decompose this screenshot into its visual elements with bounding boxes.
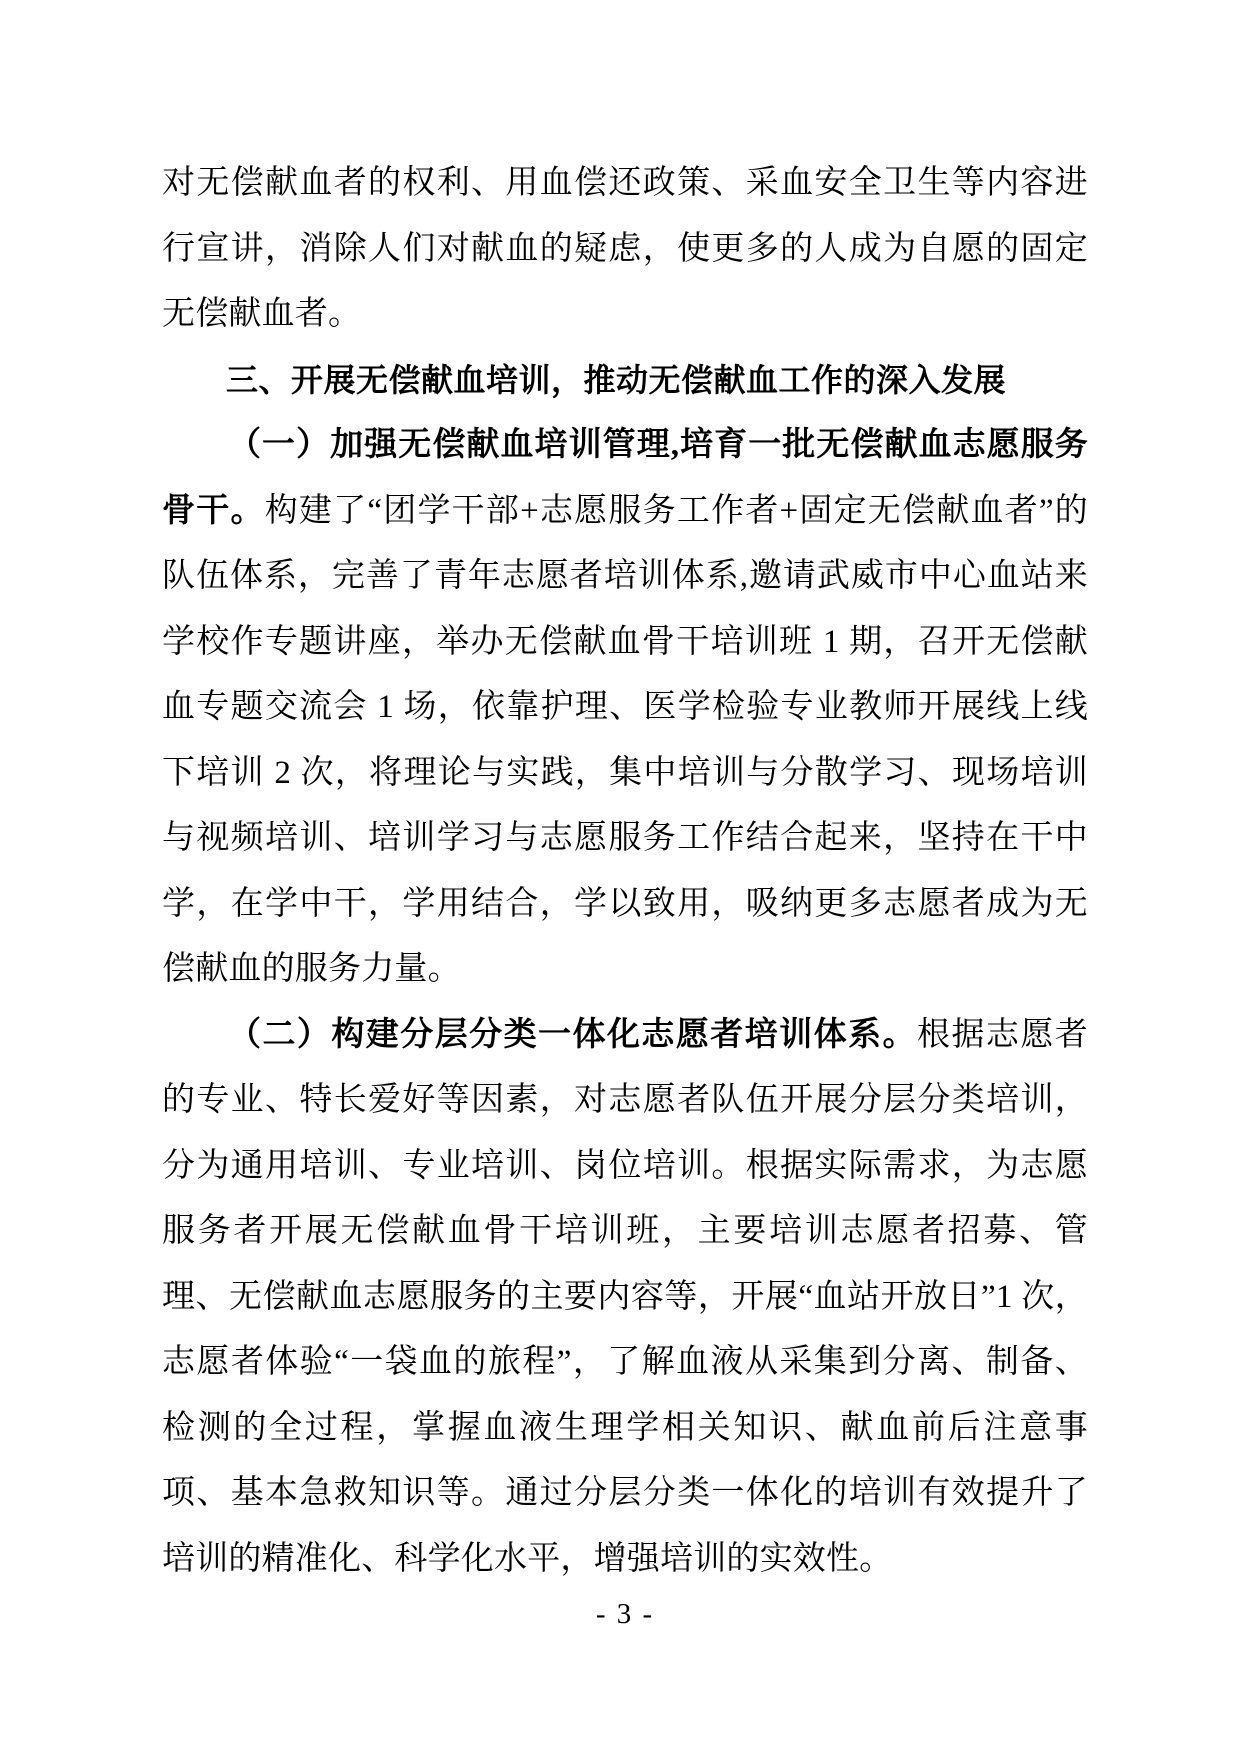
subsection-2-body: 根据志愿者的专业、特长爱好等因素，对志愿者队伍开展分层分类培训，分为通用培训、专业培训、岗位培训。根据实际需求，为志愿服务者开展无偿献血骨干培训班，主要培训志愿者招募、管理、无偿献血志愿服务的主要内容等，开展“血站开放日”1 次，志愿者体验“一袋血的旅程”，了解血液从采集到分离、制备、检测的全过程，掌握血液生理学相关知识、献血前后注意事项、基本急救知识等。通过分层分类一体化的培训有效提升了培训的精准化、科学化水平，增强培训的实效性。 — [162, 1016, 1088, 1577]
subsection-1-body: 构建了“团学干部+志愿服务工作者+固定无偿献血者”的队伍体系，完善了青年志愿者培训体系,邀请武威市中心血站来学校作专题讲座，举办无偿献血骨干培训班 1 期，召开无偿献血专题交流会 1 场，依靠护理、医学检验专业教师开展线上线下培训 2 次，将理论与实践，集中培训与分散学习、现场培训与视频培训、培训学习与志愿服务工作结合起来，坚持在干中学，在学中干，学用结合，学以致用，吸纳更多志愿者成为无偿献血的服务力量。 — [162, 492, 1089, 987]
page-number: - 3 - — [595, 1598, 655, 1630]
paragraph-continuation: 对无偿献血者的权利、用血偿还政策、采血安全卫生等内容进行宣讲，消除人们对献血的疑虑，使更多的人成为自愿的固定无偿献血者。 — [162, 165, 1088, 332]
subsection-2-lead: （二）构建分层分类一体化志愿者培训体系。 — [228, 1016, 917, 1053]
paragraph-subsection-2 — [162, 1003, 1088, 1593]
subsection-1-lead: （一）加强无偿献血培训管理,培育一批无偿献血志愿服务骨干。 — [162, 427, 1088, 529]
paragraph-subsection-1 — [162, 413, 1088, 1003]
section-heading-3: 三、开展无偿献血培训，推动无偿献血工作的深入发展 — [226, 361, 1007, 398]
